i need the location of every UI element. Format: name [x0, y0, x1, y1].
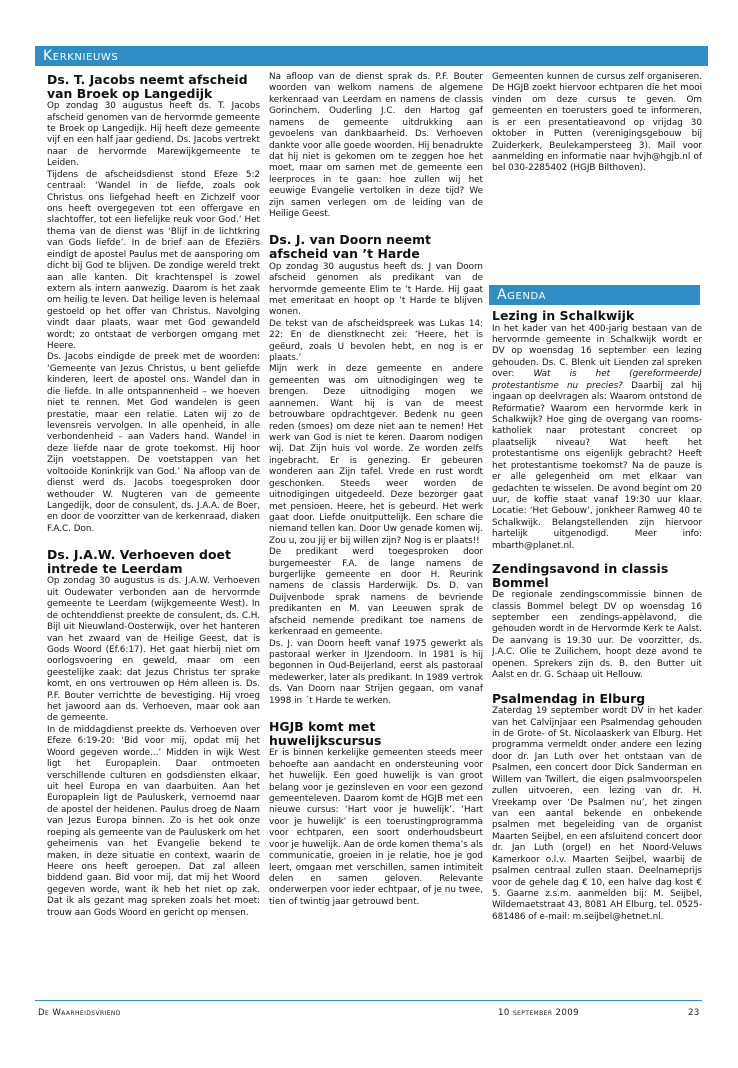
article-title-doorn: Ds. J. van Doorn neemt afscheid van ’t Harde: [269, 232, 432, 262]
paragraph: Gemeenten kunnen de cursus zelf organiseren. De HGJB zoekt hiervoor echtparen die het mooi vinden om deze cursus te geven. Om gemeenten en toerusters goed te informeren, is er een presentatieavond op vrijdag 30 oktober in Putten (verenigingsgebouw bij Zuiderkerk, Beulekampersteeg 3). Mail voor aanmelding en informatie naar hvjh@hgjb.nl of bel 030-2285402 (HGJB Bilthoven).: [492, 72, 702, 174]
footer-date: 10 september 2009: [498, 1008, 579, 1018]
article-title-bommel: Zendingsavond in classis Bommel: [492, 561, 669, 590]
footer-rule: [35, 1000, 702, 1001]
paragraph: In de middagdienst preekte ds. Verhoeven over Efeze 6:19-20: ‘Bid voor mij, opdat mij het Woord gegeven worde...’ Midden in wijk West ligt het Europaplein. Daar ontmoeten verschillende culturen en godsdiensten elkaar, uit heel Europa en van daarbuiten. Aan het Europaplein ligt de Pauluskerk, vernoemd naar de apostel der heidenen. Paulus droeg de Naam van Jezus Europa binnen. Zo is het ook onze roeping als gemeente van de Pauluskerk om het geheimenis van het Evangelie bekend te maken, in deze situatie en context, waarin de Heere ons heeft geroepen. Dat zal alleen biddend gaan. Bid voor mij, dat mij het Woord gegeven worde, want ik heb het niet op zak. Dat ik als gezant mag spreken zoals het moet: trouw aan Gods Woord en gericht op mensen.: [47, 724, 260, 918]
text-span: In het kader van het 400-jarig bestaan van de hervormde gemeente in Schalkwijk wordt er DV op woensdag 16 september een lezing gehouden. Ds. C. Blenk uit Lienden zal spreken over:: [492, 323, 702, 380]
text-span: Daarbij zal hij ingaan op deelvragen als: Waarom ontstond de Reformatie? Waarom een hervormde kerk in Schalkwijk? Hoe ging de overgang van rooms-katholiek naar protestant concreet op plaatselijk niveau? Wat heeft het protestantisme ons eigenlijk gebracht? Heeft het protestantisme toekomst? Na de pauze is er alle gelegenheid om met elkaar van gedachten te wisselen. De avond begint om 20 uur, de koffie staat vanaf 19:30 uur klaar. Locatie: ‘Het Gebouw’, jonkheer Ramweg 40 te Schalkwijk. Belangstellenden zijn hiervoor hartelijk uitgenodigd. Meer info: mbarth@planet.nl.: [492, 380, 702, 551]
paragraph: De tekst van de afscheidspreek was Lukas 14: 22: En de dienstknecht zei: ‘Heere, het is geëurd, zoals U bevolen hebt, en nog is er plaats.’: [269, 318, 483, 364]
paragraph: Tijdens de afscheidsdienst stond Efeze 5:2 centraal: ‘Wandel in de liefde, zoals ook Christus ons liefgehad heeft en Zichzelf voor ons heeft overgegeven tot een offergave en slachtoffer, tot een liefelijke reuk voor God.’ Het thema van de dienst was ‘Blijf in de lichtkring van Gods liefde’. In de brief aan de Efeziërs eindigt de apostel Paulus met de aansporing om dicht bij God te blijven. De zondige wereld trekt aan alle kanten. Dit krachtenspel is zowel extern als intern aanwezig. Daarom is het zaak om heilig te leven. Dat heilige leven is helemaal gestoeld op het offer van Christus. Navolging vindt daar plaats, waar met God gewandeld wordt; zo ontstaat de verborgen omgang met Heere.: [47, 169, 260, 352]
column-3-top: [492, 72, 702, 282]
paragraph: [492, 324, 702, 552]
article-title-jacobs: Ds. T. Jacobs neemt afscheid van Broek op Langedijk: [47, 73, 248, 101]
article-title-elburg: Psalmendag in Elburg: [492, 690, 646, 706]
paragraph: Op zondag 30 augustus heeft ds. T. Jacobs afscheid genomen van de hervormde gemeente te Broek op Langedijk. Hij heeft deze gemeente vijf en een half jaar gediend. Ds. Jacobs vertrekt naar de hervormde Marewijkgemeente te Leiden.: [47, 101, 260, 169]
paragraph: Op zondag 30 augustus is ds. J.A.W. Verhoeven uit Oudewater verbonden aan de hervormde gemeente te Leerdam (wijkgemeente West). In de ochtenddienst preekte de consulent, ds. C.H. Bijl uit Nieuwland-Oosterwijk, over het hanteren van het zwaard van de Heilige Geest, dat is Gods Woord (Ef.6:17). Het gaat hierbij niet om oorlogsvoering en geweld, maar om een geestelijke zaak: dat Jezus Christus ter sprake komt, en ons vertrouwen op Hém alleen is. Ds. P.F. Bouter verrichtte de bevestiging. Hij vroeg het jawoord aan ds. Verhoeven, maar ook aan de gemeente.: [47, 576, 260, 724]
article-title-schalkwijk: Lezing in Schalkwijk: [492, 309, 635, 323]
agenda-banner: Agenda: [489, 285, 700, 305]
column-2: [269, 72, 483, 984]
paragraph: Op zondag 30 augustus heeft ds. J van Doorn afscheid genomen als predikant van de hervormde gemeente Elim te ’t Harde. Hij gaat met emeritaat en hoopt op ’t Harde te blijven wonen.: [269, 261, 483, 318]
page-number: 23: [688, 1008, 700, 1018]
column-1: [47, 73, 260, 981]
paragraph: De predikant werd toegesproken door burgemeester F.A. de lange namens de burgerlijke gemeente en door H. Reurink namens de classis Harderwijk. Ds. D. van Duijvenbode sprak namens de bevriende predikanten en M. van Leeuwen sprak de afscheid nemende predikant toe namens de kerkenraad en gemeente.: [269, 547, 483, 638]
paragraph: Ds. Jacobs eindigde de preek met de woorden: ‘Gemeente van Jezus Christus, u bent geliefde kinderen, leert de apostel ons. Wandel dan in die liefde. In alle ontspannenheid – we hoeven niet te rennen. Met God wandelen is geen prestatie, maar een relatie. Laten wij zo de levensreis vervolgen. In alle openheid, in alle verbondenheid – aan Vaders hand. Wandel in deze liefde naar de grote toekomst. Hij hoor Zijn voetstappen. De voetstappen van het voltooide Koninkrijk van God.’ Na afloop van de dienst werd ds. Jacobs toegesproken door wethouder W. Nugteren van de gemeente Langedijk, door de consulent, ds. J.A.A. de Boer, en door de voorzitter van de kerkenraad, diaken F.A.C. Don.: [47, 352, 260, 534]
paragraph: Na afloop van de dienst sprak ds. P.F. Bouter woorden van welkom namens de algemene kerkenraad van Leerdam en namens de classis Gorinchem. Ouderling J.C. den Hartog gaf namens de gemeente uitdrukking aan gevoelens van dankbaarheid. Ds. Verhoeven dankte voor alle goede woorden. Hij benadrukte dat hij niet is gekomen om te zeggen hoe het moet, maar om samen met de gemeente een leerproces in te gaan: hoe zullen wij het eeuwige Evangelie vertolken in deze tijd? We zijn samen verlegen om de leiding van de Heilige Geest.: [269, 72, 483, 220]
paragraph: Ds. J. van Doorn heeft vanaf 1975 gewerkt als pastoraal werker in IJzendoorn. In 1981 is hij begonnen in Oud-Beijerland, eerst als pastoraal medewerker, later als predikant. In 1989 vertrok ds. Van Doorn naar Strijen gegaan, om vanaf 1998 in ´t Harde te werken.: [269, 638, 483, 706]
article-title-verhoeven: Ds. J.A.W. Verhoeven doet intrede te Leerdam: [47, 547, 231, 576]
paragraph: Zaterdag 19 september wordt DV in het kader van het Calvijnjaar een Psalmendag gehouden in de Grote- of St. Nicolaaskerk van Elburg. Het programma vermeldt onder andere een lezing door dr. Jan Luth over het ontstaan van de Psalmen, een concert door Dick Sanderman en Willem van Twillert, die eigen psalmvoorspelen zullen uitvoeren, een lezing van dr. H. Vreekamp over ‘De Psalmen nu’, het zingen van een aantal bekende en onbekende psalmen met begeleiding van de organist Maarten Seijbel, en een afsluitend concert door dr. Jan Luth (orgel) en het Noord-Veluws Kamerkoor o.l.v. Maarten Seijbel, waarbij de psalmen centraal zullen staan. Deelnameprijs voor de gehele dag € 10, een halve dag kost € 5. Gaarne z.s.m. aanmelden bij: M. Seijbel, Wildemaetstraat 43, 8081 AH Elburg, tel. 0525-681486 of e-mail: m.seijbel@hetnet.nl.: [492, 706, 702, 922]
paragraph: Er is binnen kerkelijke gemeenten steeds meer behoefte aan aandacht en ondersteuning voor het huwelijk. Een goed huwelijk is van groot belang voor je gezinsleven en voor een gezond gemeenteleven. Daarom komt de HGJB met een nieuwe cursus: ‘Hart voor je huwelijk’. ‘Hart voor je huwelijk’ is een toerustingprogramma voor echtparen, een soort onderhoudsbeurt voor je huwelijk. Aan de orde komen thema’s als communicatie, groeien in je relatie, hoe je god leert, omgaan met verschillen, samen intimiteit delen en samen geloven. Relevante onderwerpen voor ieder echtpaar, of je nu twee, tien of twintig jaar getrouwd bent.: [269, 748, 483, 907]
section-banner: Kerknieuws: [35, 46, 708, 66]
column-3-agenda: [492, 309, 702, 986]
paragraph: De regionale zendingscommissie binnen de classis Bommel belegt DV op woensdag 16 september een zendings-appèlavond, die gehouden wordt in de Hervormde Kerk te Aalst. De aanvang is 19.30 uur. De voorzitter, ds. J.A.C. Olie te Zuilichem, hoopt deze avond te openen. Sprekers zijn ds. B. den Butter uit Aalst en dr. G. Schaap uit Hellouw.: [492, 590, 702, 681]
lecture-title: Wat is het (gereformeerde) protestantisme nu precies?: [492, 369, 702, 391]
article-title-hgjb: HGJB komt met huwelijkscursus: [269, 719, 382, 748]
paragraph: Mijn werk in deze gemeente en andere gemeenten was om uitnodigingen weg te brengen. Deze uitnodiging mogen we aannemen. Want hij is van de meest betrouwbare opdrachtgever. Bedenk nu geen reden (smoes) om deze niet aan te nemen! Het werk van God is niet te keren. Daarom nodigen wij. Dat Zijn huis vol worde. Ze worden zelfs ingebracht. Er is genezing. Er gebeuren wonderen aan Zijn tafel. Vrede en rust wordt geschonken. Steeds weer worden de uitnodigingen uitgedeeld. Deze bezorger gaat met pensioen. Heere, het is gebeurd. Het werk gaat door. Liefde onuitputtelijk. Een schare die niemand tellen kan. Door Uw genade komen wij. Zou u, zou jij er bij willen zijn? Nog is er plaats!!: [269, 364, 483, 546]
footer-magazine-name: De Waarheidsvriend: [38, 1008, 121, 1018]
